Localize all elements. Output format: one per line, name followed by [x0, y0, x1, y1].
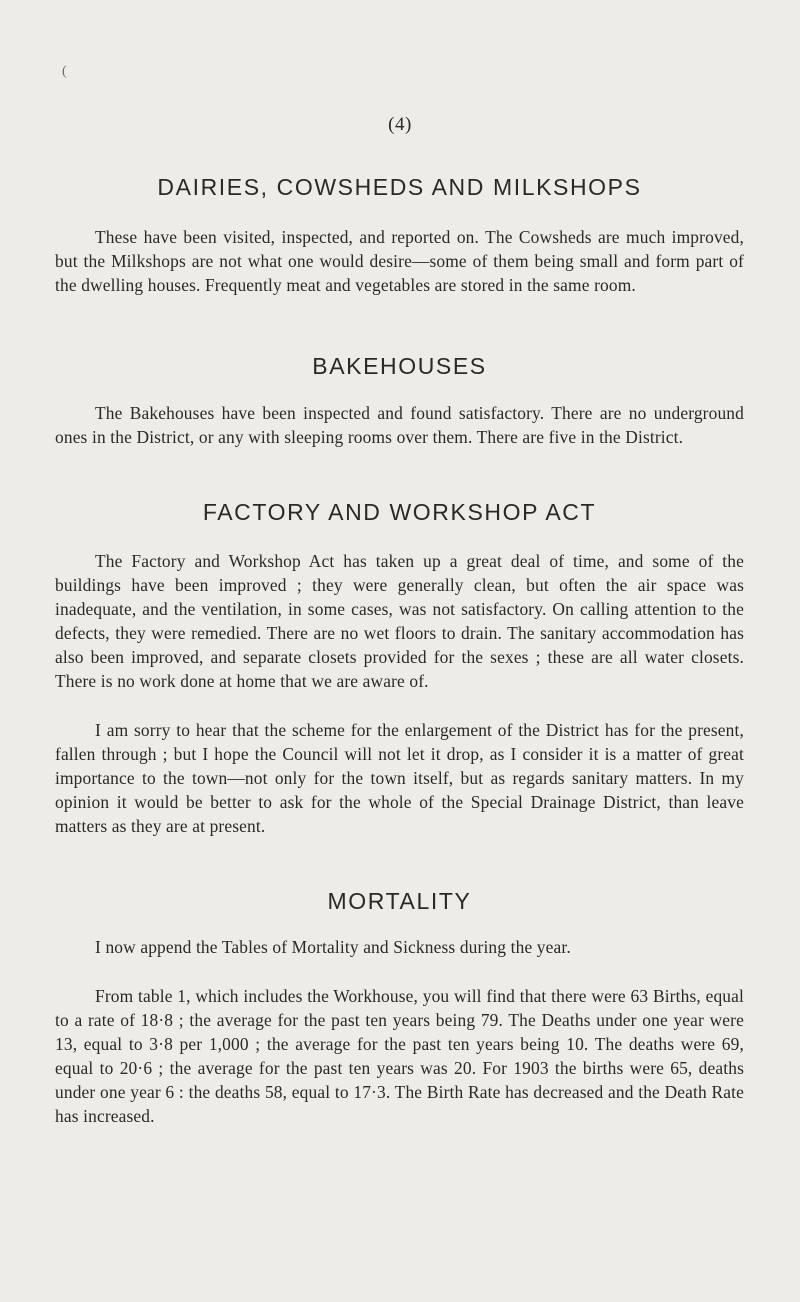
heading-mortality: MORTALITY	[327, 888, 472, 914]
paragraph-district-scheme: I am sorry to hear that the scheme for the enlargement of the District has for the present, fallen through ; but I hope the Council will not let it drop, as I consider it is a matter of great importance to the town—not only for the town itself, but as regards sanitary matters. In my opinion it would be better to ask for the whole of the Special Drainage District, than leave matters as they are at present.	[55, 720, 744, 836]
paragraph-mortality-stats: From table 1, which includes the Workhouse, you will find that there were 63 Births, equal to a rate of 18·8 ; the average for the past ten years being 79. The Deaths under one year were 13, equal to 3·8 per 1,000 ; the average for the past ten years being 10. The deaths were 69, equal to 20·6 ; the average for the past ten years was 20. For 1903 the births were 65, deaths under one year 6 : the deaths 58, equal to 17·3. The Birth Rate has decreased and the Death Rate has increased.	[55, 986, 744, 1126]
paragraph-mortality-intro: I now append the Tables of Mortality and Sickness during the year.	[95, 937, 571, 957]
heading-factory-act: FACTORY AND WORKSHOP ACT	[202, 499, 597, 525]
margin-mark: (	[62, 64, 67, 79]
paragraph-bakehouses: The Bakehouses have been inspected and found satisfactory. There are no underground ones in the District, or any with sleeping rooms over them. There are five in the District.	[55, 403, 744, 447]
page-number: (4)	[388, 114, 412, 135]
paragraph-dairies: These have been visited, inspected, and reported on. The Cowsheds are much improved, but the Milkshops are not what one would desire—some of them being small and form part of the dwelling houses. Frequently meat and vegetables are stored in the same room.	[55, 227, 744, 295]
heading-bakehouses: BAKEHOUSES	[312, 353, 487, 379]
paragraph-factory-act: The Factory and Workshop Act has taken up a great deal of time, and some of the buildings have been improved ; they were generally clean, but often the air space was inadequate, and the ventilation, in some cases, was not satisfactory. On calling attention to the defects, they were remedied. There are no wet floors to drain. The sanitary accommodation has also been improved, and separate closets provided for the sexes ; these are all water closets. There is no work done at home that we are aware of.	[55, 551, 744, 691]
document-content	[55, 172, 744, 1128]
heading-dairies: DAIRIES, COWSHEDS AND MILKSHOPS	[157, 174, 642, 200]
